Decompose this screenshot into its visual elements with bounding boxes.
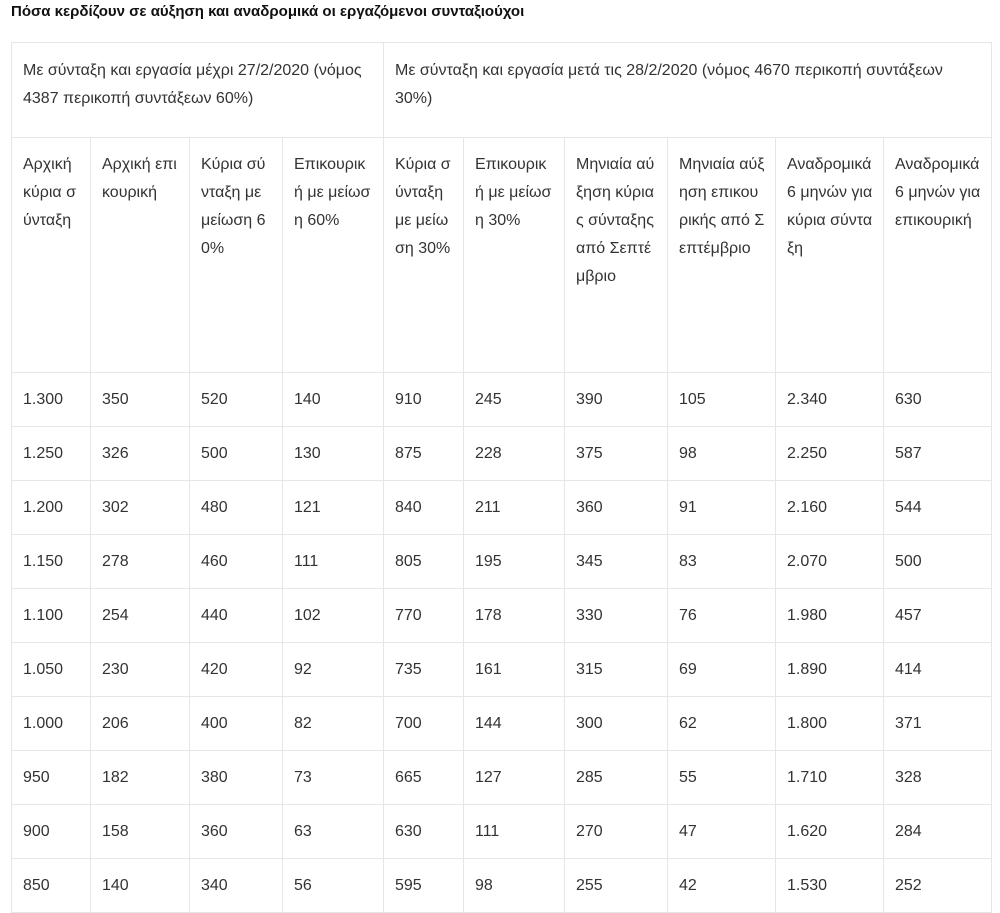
table-cell: 69 (668, 643, 776, 697)
table-row (12, 427, 992, 481)
pension-table (11, 42, 992, 913)
table-cell: 252 (884, 859, 992, 913)
column-header: Κύρια σύνταξη με μείωση 30% (384, 138, 464, 373)
table-cell: 1.980 (776, 589, 884, 643)
table-cell: 328 (884, 751, 992, 805)
table-cell: 73 (283, 751, 384, 805)
table-cell: 182 (91, 751, 190, 805)
table-cell: 770 (384, 589, 464, 643)
table-body (12, 373, 992, 913)
group-header-law-4670: Με σύνταξη και εργασία μετά τις 28/2/2020 (νόμος 4670 περικοπή συντάξεων 30%) (384, 43, 992, 138)
table-row (12, 859, 992, 913)
table-cell: 302 (91, 481, 190, 535)
table-cell: 1.300 (12, 373, 91, 427)
table-cell: 121 (283, 481, 384, 535)
table-cell: 300 (565, 697, 668, 751)
table-cell: 850 (12, 859, 91, 913)
column-header: Αρχική επικουρική (91, 138, 190, 373)
table-row (12, 373, 992, 427)
table-row (12, 481, 992, 535)
table-cell: 1.620 (776, 805, 884, 859)
table-cell: 420 (190, 643, 283, 697)
table-cell: 840 (384, 481, 464, 535)
table-cell: 371 (884, 697, 992, 751)
table-cell: 380 (190, 751, 283, 805)
table-cell: 520 (190, 373, 283, 427)
table-cell: 360 (565, 481, 668, 535)
table-cell: 460 (190, 535, 283, 589)
table-cell: 91 (668, 481, 776, 535)
table-cell: 2.250 (776, 427, 884, 481)
table-cell: 83 (668, 535, 776, 589)
table-cell: 375 (565, 427, 668, 481)
table-cell: 330 (565, 589, 668, 643)
table-cell: 230 (91, 643, 190, 697)
column-header: Αναδρομικά 6 μηνών για κύρια σύνταξη (776, 138, 884, 373)
table-cell: 47 (668, 805, 776, 859)
table-cell: 228 (464, 427, 565, 481)
table-row (12, 697, 992, 751)
table-cell: 245 (464, 373, 565, 427)
table-cell: 1.150 (12, 535, 91, 589)
table-cell: 350 (91, 373, 190, 427)
table-cell: 211 (464, 481, 565, 535)
table-cell: 285 (565, 751, 668, 805)
table-row (12, 805, 992, 859)
table-cell: 102 (283, 589, 384, 643)
table-cell: 206 (91, 697, 190, 751)
table-cell: 345 (565, 535, 668, 589)
table-cell: 56 (283, 859, 384, 913)
table-row (12, 643, 992, 697)
table-cell: 62 (668, 697, 776, 751)
table-cell: 587 (884, 427, 992, 481)
table-cell: 1.800 (776, 697, 884, 751)
table-cell: 630 (384, 805, 464, 859)
table-cell: 544 (884, 481, 992, 535)
table-cell: 2.070 (776, 535, 884, 589)
table-cell: 950 (12, 751, 91, 805)
table-cell: 111 (283, 535, 384, 589)
table-cell: 805 (384, 535, 464, 589)
table-cell: 630 (884, 373, 992, 427)
table-cell: 500 (884, 535, 992, 589)
table-cell: 140 (283, 373, 384, 427)
table-cell: 130 (283, 427, 384, 481)
table-cell: 195 (464, 535, 565, 589)
table-cell: 500 (190, 427, 283, 481)
column-header-row (12, 138, 992, 373)
table-cell: 700 (384, 697, 464, 751)
table-cell: 278 (91, 535, 190, 589)
table-cell: 1.710 (776, 751, 884, 805)
table-cell: 1.000 (12, 697, 91, 751)
table-cell: 284 (884, 805, 992, 859)
table-cell: 735 (384, 643, 464, 697)
table-cell: 1.530 (776, 859, 884, 913)
table-cell: 140 (91, 859, 190, 913)
column-header: Επικουρική με μείωση 60% (283, 138, 384, 373)
table-cell: 457 (884, 589, 992, 643)
table-cell: 63 (283, 805, 384, 859)
table-cell: 111 (464, 805, 565, 859)
column-header: Αρχική κύρια σύνταξη (12, 138, 91, 373)
table-cell: 440 (190, 589, 283, 643)
table-cell: 2.160 (776, 481, 884, 535)
table-cell: 340 (190, 859, 283, 913)
table-row (12, 751, 992, 805)
group-header-row (12, 43, 992, 138)
table-cell: 390 (565, 373, 668, 427)
table-cell: 98 (464, 859, 565, 913)
table-cell: 255 (565, 859, 668, 913)
table-cell: 55 (668, 751, 776, 805)
table-cell: 900 (12, 805, 91, 859)
table-cell: 92 (283, 643, 384, 697)
table-cell: 98 (668, 427, 776, 481)
column-header: Επικουρική με μείωση 30% (464, 138, 565, 373)
table-cell: 360 (190, 805, 283, 859)
table-cell: 76 (668, 589, 776, 643)
table-cell: 480 (190, 481, 283, 535)
table-cell: 158 (91, 805, 190, 859)
table-cell: 1.890 (776, 643, 884, 697)
table-cell: 270 (565, 805, 668, 859)
table-cell: 315 (565, 643, 668, 697)
table-cell: 910 (384, 373, 464, 427)
table-cell: 178 (464, 589, 565, 643)
table-cell: 42 (668, 859, 776, 913)
table-cell: 82 (283, 697, 384, 751)
table-cell: 875 (384, 427, 464, 481)
page-title: Πόσα κερδίζουν σε αύξηση και αναδρομικά οι εργαζόμενοι συνταξιούχοι (11, 3, 525, 20)
table-cell: 595 (384, 859, 464, 913)
table-row (12, 535, 992, 589)
table-cell: 254 (91, 589, 190, 643)
column-header: Μηνιαία αύξηση κύριας σύνταξης από Σεπτέμβριο (565, 138, 668, 373)
table-cell: 105 (668, 373, 776, 427)
table-cell: 144 (464, 697, 565, 751)
table-cell: 400 (190, 697, 283, 751)
table-cell: 665 (384, 751, 464, 805)
table-cell: 127 (464, 751, 565, 805)
column-header: Αναδρομικά 6 μηνών για επικουρική (884, 138, 992, 373)
table-cell: 161 (464, 643, 565, 697)
group-header-law-4387: Με σύνταξη και εργασία μέχρι 27/2/2020 (νόμος 4387 περικοπή συντάξεων 60%) (12, 43, 384, 138)
table-cell: 2.340 (776, 373, 884, 427)
column-header: Μηνιαία αύξηση επικουρικής από Σεπτέμβριο (668, 138, 776, 373)
column-header: Κύρια σύνταξη με μείωση 60% (190, 138, 283, 373)
table-cell: 1.250 (12, 427, 91, 481)
table-cell: 1.100 (12, 589, 91, 643)
table-cell: 326 (91, 427, 190, 481)
table-cell: 1.050 (12, 643, 91, 697)
table-cell: 414 (884, 643, 992, 697)
table-cell: 1.200 (12, 481, 91, 535)
table-row (12, 589, 992, 643)
